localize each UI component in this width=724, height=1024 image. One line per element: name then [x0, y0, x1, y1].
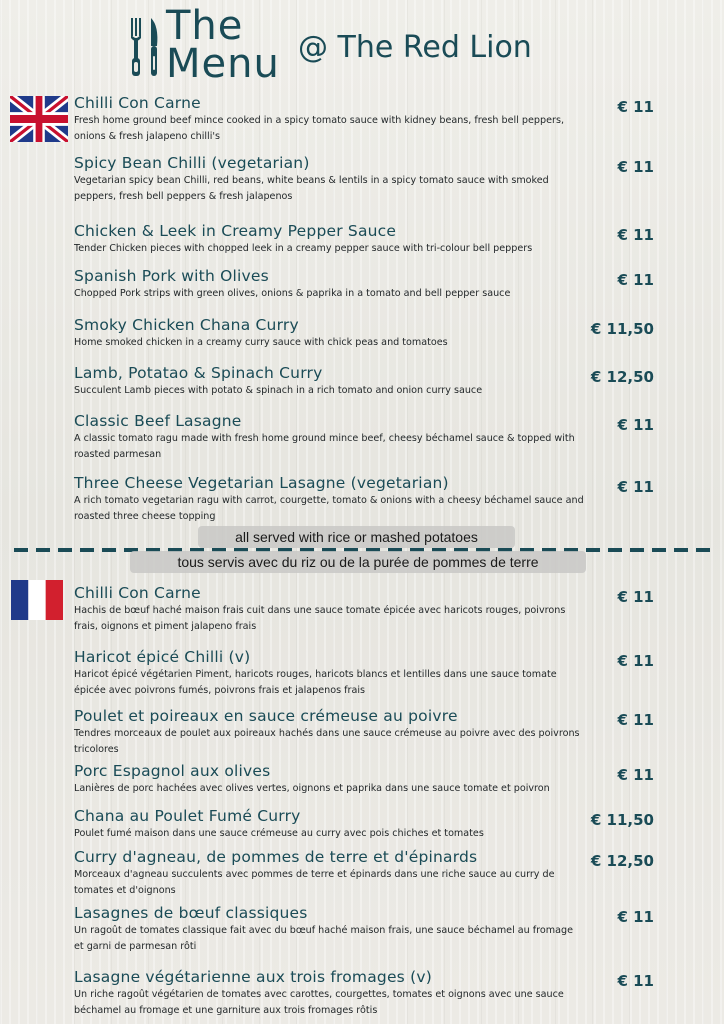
item-name: Haricot épicé Chilli (v) — [74, 648, 251, 666]
item-name: Classic Beef Lasagne — [74, 412, 242, 430]
item-price: € 11 — [617, 972, 654, 990]
menu-item-fr-3 — [74, 707, 714, 758]
menu-item-fr-5 — [74, 807, 714, 842]
menu-item-fr-4 — [74, 762, 714, 797]
item-name: Spanish Pork with Olives — [74, 267, 269, 285]
menu-item-fr-7 — [74, 904, 714, 955]
item-description: Chopped Pork strips with green olives, onions & paprika in a tomato and bell pepper sauce — [74, 288, 511, 299]
item-description: Un riche ragoût végétarien de tomates avec carottes, courgettes, tomates et oignons avec une sauce béchamel au fromage et une garniture aux trois fromages rôtis — [74, 989, 564, 1016]
item-price: € 11 — [617, 416, 654, 434]
item-price: € 11 — [617, 158, 654, 176]
item-description: Morceaux d'agneau succulents avec pommes de terre et épinards dans une riche sauce au curry de tomates et d'oignons — [74, 869, 555, 896]
served-with-en: all served with rice or mashed potatoes — [198, 526, 515, 548]
item-price: € 11 — [617, 478, 654, 496]
fork-knife-icon — [129, 16, 163, 78]
item-name: Chilli Con Carne — [74, 584, 201, 602]
menu-item-en-4 — [74, 267, 714, 302]
menu-item-fr-2 — [74, 648, 714, 699]
item-name: Lamb, Potatao & Spinach Curry — [74, 364, 323, 382]
item-name: Chicken & Leek in Creamy Pepper Sauce — [74, 222, 397, 240]
item-description: Poulet fumé maison dans une sauce crémeuse au curry avec pois chiches et tomates — [74, 828, 484, 839]
menu-item-en-8 — [74, 474, 714, 525]
item-name: Chana au Poulet Fumé Curry — [74, 807, 301, 825]
item-description: Haricot épicé végétarien Piment, haricots rouges, haricots blancs et lentilles dans une sauce tomate épicée avec poivrons fumés, poivrons frais et jalapenos frais — [74, 669, 557, 696]
item-price: € 11 — [617, 271, 654, 289]
menu-item-fr-6 — [74, 848, 714, 899]
item-price: € 11 — [617, 226, 654, 244]
item-price: € 11 — [617, 908, 654, 926]
title-the: The — [166, 3, 244, 49]
title-menu: Menu — [166, 41, 280, 87]
item-description: Un ragoût de tomates classique fait avec du bœuf haché maison frais, une sauce béchamel au fromage et garni de parmesan rôti — [74, 925, 573, 952]
item-name: Lasagne végétarienne aux trois fromages (v) — [74, 968, 432, 986]
item-description: Succulent Lamb pieces with potato & spinach in a rich tomato and onion curry sauce — [74, 385, 483, 396]
item-price: € 11 — [617, 766, 654, 784]
menu-item-en-6 — [74, 364, 714, 399]
item-name: Porc Espagnol aux olives — [74, 762, 271, 780]
menu-item-en-2 — [74, 154, 714, 205]
menu-item-en-7 — [74, 412, 714, 463]
menu-item-en-1 — [74, 94, 714, 145]
menu-item-fr-1 — [74, 584, 714, 635]
item-price: € 11,50 — [590, 811, 654, 829]
item-description: A rich tomato vegetarian ragu with carrot, courgette, tomato & onions with a cheesy béchamel sauce and roasted three cheese topping — [74, 495, 584, 522]
item-name: Curry d'agneau, de pommes de terre et d'épinards — [74, 848, 478, 866]
item-name: Poulet et poireaux en sauce crémeuse au poivre — [74, 707, 458, 725]
venue-name: @ The Red Lion — [298, 30, 532, 65]
item-description: Lanières de porc hachées avec olives vertes, oignons et paprika dans une sauce tomate et poivron — [74, 783, 550, 794]
item-description: Tender Chicken pieces with chopped leek in a creamy pepper sauce with tri-colour bell peppers — [74, 243, 533, 254]
item-description: A classic tomato ragu made with fresh home ground mince beef, cheesy béchamel sauce & topped with roasted parmesan — [74, 433, 575, 460]
item-price: € 12,50 — [590, 852, 654, 870]
item-description: Fresh home ground beef mince cooked in a spicy tomato sauce with kidney beans, fresh bell peppers, onions & fresh jalapeno chilli's — [74, 115, 564, 142]
item-price: € 11 — [617, 98, 654, 116]
france-flag-icon — [11, 580, 63, 620]
item-price: € 11 — [617, 588, 654, 606]
item-description: Home smoked chicken in a creamy curry sauce with chick peas and tomatoes — [74, 337, 448, 348]
item-name: Chilli Con Carne — [74, 94, 201, 112]
menu-item-en-5 — [74, 316, 714, 351]
item-description: Tendres morceaux de poulet aux poireaux hachés dans une sauce crémeuse au poivre avec des poivrons tricolores — [74, 728, 580, 755]
served-with-fr: tous servis avec du riz ou de la purée de pommes de terre — [130, 551, 586, 573]
item-name: Three Cheese Vegetarian Lasagne (vegetarian) — [74, 474, 449, 492]
menu-item-en-3 — [74, 222, 714, 257]
item-price: € 12,50 — [590, 368, 654, 386]
item-price: € 11 — [617, 652, 654, 670]
item-description: Vegetarian spicy bean Chilli, red beans, white beans & lentils in a spicy tomato sauce with smoked peppers, fresh bell peppers & fresh jalapenos — [74, 175, 549, 202]
item-name: Lasagnes de bœuf classiques — [74, 904, 308, 922]
item-name: Smoky Chicken Chana Curry — [74, 316, 299, 334]
item-description: Hachis de bœuf haché maison frais cuit dans une sauce tomate épicée avec haricots rouges, poivrons frais, oignons et piment jalapeno frais — [74, 605, 566, 632]
uk-flag-icon — [10, 96, 68, 142]
menu-item-fr-8 — [74, 968, 714, 1019]
item-name: Spicy Bean Chilli (vegetarian) — [74, 154, 310, 172]
item-price: € 11 — [617, 711, 654, 729]
item-price: € 11,50 — [590, 320, 654, 338]
menu-header — [0, 0, 724, 92]
